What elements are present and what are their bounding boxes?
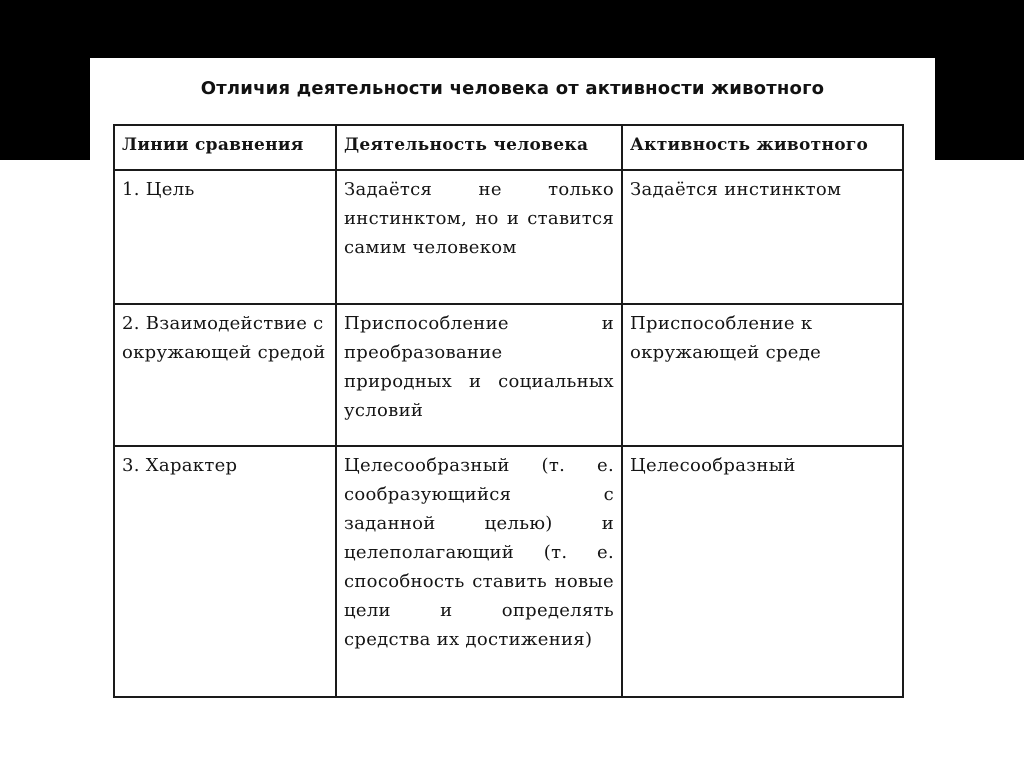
table-header-row xyxy=(114,125,903,170)
cell-human: Задаётся не только инстинктом, но и ставится самим человеком xyxy=(336,170,622,304)
cell-criterion: 1. Цель xyxy=(114,170,336,304)
header-animal-activity: Активность животного xyxy=(622,125,903,170)
table-row xyxy=(114,170,903,304)
cell-human: Приспособление и преобразование природных и социальных условий xyxy=(336,304,622,446)
page-title: Отличия деятельности человека от активности животного xyxy=(200,78,825,99)
table-row xyxy=(114,446,903,697)
cell-animal: Целесообразный xyxy=(622,446,903,697)
cell-criterion: 2. Взаимодействие с окружающей средой xyxy=(114,304,336,446)
cell-animal: Приспособление к окружающей среде xyxy=(622,304,903,446)
cell-human: Целесообразный (т. е. сообразующийся с заданной целью) и целеполагающий (т. е. способность ставить новые цели и определять средства их достижения) xyxy=(336,446,622,697)
cell-criterion: 3. Характер xyxy=(114,446,336,697)
cell-animal: Задаётся инстинктом xyxy=(622,170,903,304)
header-human-activity: Деятельность человека xyxy=(336,125,622,170)
scanned-page xyxy=(90,58,935,708)
header-criteria: Линии сравнения xyxy=(114,125,336,170)
comparison-table xyxy=(113,124,904,698)
table-row xyxy=(114,304,903,446)
